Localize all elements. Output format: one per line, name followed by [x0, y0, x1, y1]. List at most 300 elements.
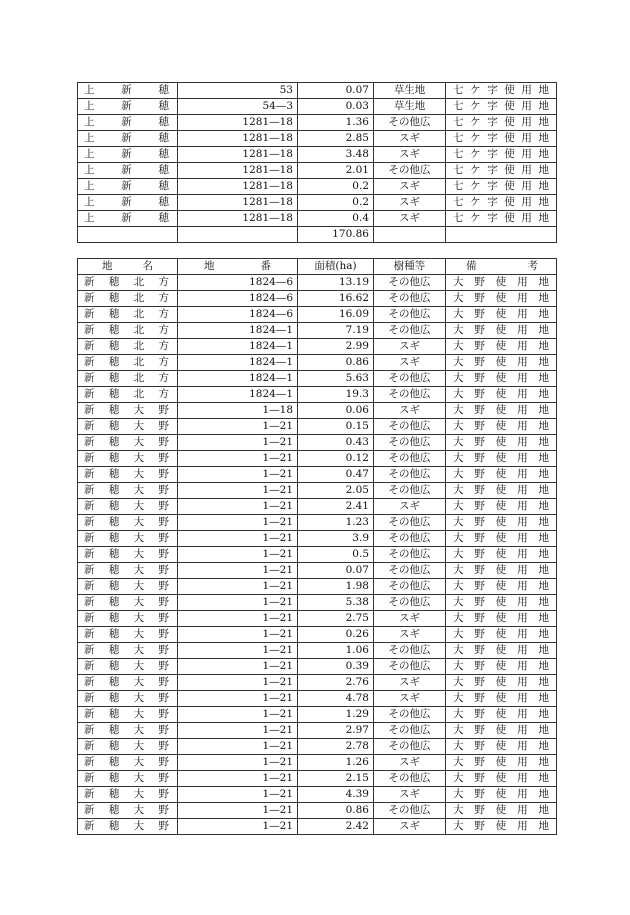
cell-species: 草生地: [374, 83, 446, 99]
table-row: [78, 99, 557, 115]
cell-place-text: 上 新 穂: [84, 116, 169, 128]
cell-place: [78, 115, 178, 131]
cell-note: [446, 307, 557, 323]
cell-place-text: 新 穂 北 方: [84, 372, 169, 384]
table-row: [78, 83, 557, 99]
cell-lot: 1—21: [178, 675, 298, 691]
cell-species: その他広: [374, 659, 446, 675]
cell-note-text: 大 野 使 用 地: [453, 340, 549, 352]
cell-note-text: 大 野 使 用 地: [453, 484, 549, 496]
header-species: 樹種等: [374, 259, 446, 275]
table-row: [78, 483, 557, 499]
cell-note: [446, 403, 557, 419]
cell-place: [78, 803, 178, 819]
forest-table: [77, 258, 557, 835]
cell-note-text: 大 野 使 用 地: [453, 612, 549, 624]
cell-species: その他広: [374, 515, 446, 531]
cell-area: 1.23: [298, 515, 374, 531]
cell-area: 0.43: [298, 435, 374, 451]
cell-place-text: 新 穂 北 方: [84, 340, 169, 352]
cell-place: [78, 723, 178, 739]
cell-area: 4.78: [298, 691, 374, 707]
cell-lot: 1—21: [178, 515, 298, 531]
cell-place: [78, 659, 178, 675]
cell-species: その他広: [374, 371, 446, 387]
total-empty-2: [178, 227, 298, 243]
cell-place: [78, 403, 178, 419]
cell-lot: 1281—18: [178, 131, 298, 147]
cell-note-text: 大 野 使 用 地: [453, 708, 549, 720]
cell-place: [78, 307, 178, 323]
table-row: [78, 499, 557, 515]
cell-area: 2.42: [298, 819, 374, 835]
cell-note-text: 大 野 使 用 地: [453, 740, 549, 752]
cell-note: [446, 467, 557, 483]
header-lot-text: 地 番: [204, 260, 271, 272]
table-row: [78, 563, 557, 579]
cell-note: [446, 643, 557, 659]
cell-place: [78, 739, 178, 755]
cell-lot: 1—21: [178, 723, 298, 739]
cell-area: 0.47: [298, 467, 374, 483]
cell-species: 草生地: [374, 99, 446, 115]
cell-note-text: 大 野 使 用 地: [453, 276, 549, 288]
cell-lot: 1—21: [178, 659, 298, 675]
cell-note-text: 大 野 使 用 地: [453, 500, 549, 512]
cell-area: 0.15: [298, 419, 374, 435]
cell-note: [446, 659, 557, 675]
cell-note: [446, 483, 557, 499]
cell-place-text: 新 穂 大 野: [84, 500, 169, 512]
cell-place: [78, 195, 178, 211]
cell-note: [446, 179, 557, 195]
cell-place: [78, 707, 178, 723]
cell-note: [446, 83, 557, 99]
cell-note: [446, 435, 557, 451]
cell-note-text: 大 野 使 用 地: [453, 388, 549, 400]
cell-lot: 1824—6: [178, 307, 298, 323]
cell-lot: 1281—18: [178, 163, 298, 179]
cell-species: その他広: [374, 307, 446, 323]
table-row: [78, 803, 557, 819]
cell-area: 1.06: [298, 643, 374, 659]
cell-note-text: 大 野 使 用 地: [453, 356, 549, 368]
cell-place: [78, 627, 178, 643]
cell-species: スギ: [374, 627, 446, 643]
cell-place: [78, 467, 178, 483]
cell-area: 0.07: [298, 83, 374, 99]
header-place: [78, 259, 178, 275]
cell-place-text: 新 穂 大 野: [84, 644, 169, 656]
cell-note-text: 大 野 使 用 地: [453, 468, 549, 480]
forest-table-header: [78, 259, 557, 275]
cell-place: [78, 547, 178, 563]
cell-place-text: 新 穂 大 野: [84, 804, 169, 816]
cell-note-text: 大 野 使 用 地: [453, 692, 549, 704]
cell-place-text: 新 穂 大 野: [84, 660, 169, 672]
cell-note-text: 大 野 使 用 地: [453, 420, 549, 432]
cell-area: 2.85: [298, 131, 374, 147]
cell-species: その他広: [374, 419, 446, 435]
cell-area: 5.38: [298, 595, 374, 611]
cell-note-text: 七 ケ 字 使 用 地: [453, 148, 549, 160]
cell-lot: 1281—18: [178, 147, 298, 163]
cell-note: [446, 387, 557, 403]
cell-species: スギ: [374, 131, 446, 147]
cell-place-text: 新 穂 大 野: [84, 548, 169, 560]
cell-place: [78, 83, 178, 99]
forest-table-body: [78, 275, 557, 835]
cell-note: [446, 115, 557, 131]
cell-lot: 1281—18: [178, 211, 298, 227]
cell-note: [446, 419, 557, 435]
cell-note: [446, 611, 557, 627]
cell-species: その他広: [374, 435, 446, 451]
total-row: [78, 227, 557, 243]
cell-place: [78, 99, 178, 115]
table-row: [78, 595, 557, 611]
table-row: [78, 419, 557, 435]
cell-species: スギ: [374, 787, 446, 803]
cell-place: [78, 339, 178, 355]
cell-area: 3.9: [298, 531, 374, 547]
cell-species: スギ: [374, 675, 446, 691]
cell-note-text: 大 野 使 用 地: [453, 548, 549, 560]
table-row: [78, 147, 557, 163]
cell-lot: 1824—1: [178, 339, 298, 355]
total-empty-3: [374, 227, 446, 243]
cell-place: [78, 819, 178, 835]
cell-area: 2.41: [298, 499, 374, 515]
cell-note: [446, 723, 557, 739]
cell-area: 0.2: [298, 179, 374, 195]
cell-species: スギ: [374, 211, 446, 227]
cell-place-text: 新 穂 北 方: [84, 388, 169, 400]
cell-species: スギ: [374, 195, 446, 211]
cell-species: スギ: [374, 499, 446, 515]
cell-species: その他広: [374, 803, 446, 819]
cell-area: 1.36: [298, 115, 374, 131]
cell-species: その他広: [374, 707, 446, 723]
cell-place-text: 新 穂 大 野: [84, 756, 169, 768]
cell-place: [78, 147, 178, 163]
header-place-text: 地 名: [102, 260, 153, 272]
cell-area: 1.26: [298, 755, 374, 771]
cell-species: その他広: [374, 739, 446, 755]
cell-place-text: 新 穂 大 野: [84, 404, 169, 416]
cell-lot: 1824—6: [178, 291, 298, 307]
cell-species: スギ: [374, 339, 446, 355]
cell-area: 2.01: [298, 163, 374, 179]
table-row: [78, 531, 557, 547]
cell-place-text: 上 新 穂: [84, 212, 169, 224]
cell-note-text: 大 野 使 用 地: [453, 628, 549, 640]
cell-lot: 1—21: [178, 499, 298, 515]
cell-species: その他広: [374, 579, 446, 595]
cell-lot: 1—21: [178, 707, 298, 723]
cell-note-text: 大 野 使 用 地: [453, 372, 549, 384]
cell-area: 0.07: [298, 563, 374, 579]
table-row: [78, 355, 557, 371]
table-row: [78, 291, 557, 307]
cell-note: [446, 819, 557, 835]
cell-place: [78, 611, 178, 627]
cell-note: [446, 547, 557, 563]
table-row: [78, 643, 557, 659]
cell-place-text: 上 新 穂: [84, 132, 169, 144]
cell-note-text: 大 野 使 用 地: [453, 324, 549, 336]
cell-place-text: 新 穂 大 野: [84, 628, 169, 640]
cell-note: [446, 803, 557, 819]
cell-note-text: 大 野 使 用 地: [453, 580, 549, 592]
cell-place-text: 上 新 穂: [84, 148, 169, 160]
cell-note-text: 大 野 使 用 地: [453, 308, 549, 320]
cell-area: 0.4: [298, 211, 374, 227]
cell-lot: 1—21: [178, 803, 298, 819]
cell-species: その他広: [374, 643, 446, 659]
cell-note-text: 七 ケ 字 使 用 地: [453, 212, 549, 224]
cell-note: [446, 771, 557, 787]
cell-note: [446, 515, 557, 531]
header-lot: [178, 259, 298, 275]
cell-area: 16.62: [298, 291, 374, 307]
cell-area: 0.86: [298, 803, 374, 819]
cell-note-text: 大 野 使 用 地: [453, 436, 549, 448]
cell-note: [446, 691, 557, 707]
table-row: [78, 787, 557, 803]
cell-lot: 54—3: [178, 99, 298, 115]
cell-note: [446, 787, 557, 803]
cell-lot: 1824—1: [178, 387, 298, 403]
cell-area: 0.26: [298, 627, 374, 643]
table-row: [78, 131, 557, 147]
table-row: [78, 611, 557, 627]
cell-note-text: 大 野 使 用 地: [453, 756, 549, 768]
cell-lot: 1—21: [178, 531, 298, 547]
cell-note: [446, 707, 557, 723]
cell-area: 0.39: [298, 659, 374, 675]
cell-lot: 1—21: [178, 595, 298, 611]
cell-species: その他広: [374, 531, 446, 547]
cell-lot: 1824—6: [178, 275, 298, 291]
cell-lot: 1—21: [178, 691, 298, 707]
cell-lot: 1—21: [178, 819, 298, 835]
header-row: [78, 259, 557, 275]
cell-note-text: 七 ケ 字 使 用 地: [453, 132, 549, 144]
table-row: [78, 723, 557, 739]
cell-area: 0.5: [298, 547, 374, 563]
cell-area: 2.75: [298, 611, 374, 627]
cell-place-text: 新 穂 北 方: [84, 308, 169, 320]
table-row: [78, 275, 557, 291]
cell-lot: 1281—18: [178, 195, 298, 211]
cell-place-text: 上 新 穂: [84, 84, 169, 96]
cell-place-text: 新 穂 大 野: [84, 724, 169, 736]
cell-lot: 1—21: [178, 787, 298, 803]
cell-place-text: 新 穂 北 方: [84, 356, 169, 368]
table-row: [78, 323, 557, 339]
cell-note: [446, 339, 557, 355]
cell-area: 16.09: [298, 307, 374, 323]
cell-species: スギ: [374, 147, 446, 163]
cell-species: スギ: [374, 179, 446, 195]
cell-area: 2.15: [298, 771, 374, 787]
cell-note: [446, 675, 557, 691]
cell-lot: 1824—1: [178, 355, 298, 371]
cell-place: [78, 131, 178, 147]
cell-note: [446, 371, 557, 387]
cell-note: [446, 739, 557, 755]
cell-lot: 1—21: [178, 451, 298, 467]
total-area: 170.86: [298, 227, 374, 243]
cell-lot: 1824—1: [178, 371, 298, 387]
cell-note: [446, 163, 557, 179]
cell-lot: 1—21: [178, 611, 298, 627]
cell-place-text: 新 穂 大 野: [84, 420, 169, 432]
cell-place-text: 新 穂 大 野: [84, 580, 169, 592]
cell-lot: 1—21: [178, 739, 298, 755]
cell-note-text: 七 ケ 字 使 用 地: [453, 164, 549, 176]
cell-note-text: 七 ケ 字 使 用 地: [453, 84, 549, 96]
cell-note-text: 大 野 使 用 地: [453, 596, 549, 608]
table-row: [78, 771, 557, 787]
cell-area: 3.48: [298, 147, 374, 163]
cell-place-text: 新 穂 大 野: [84, 708, 169, 720]
cell-area: 0.86: [298, 355, 374, 371]
table-row: [78, 515, 557, 531]
cell-species: その他広: [374, 723, 446, 739]
table-row: [78, 547, 557, 563]
cell-area: 0.2: [298, 195, 374, 211]
cell-species: その他広: [374, 115, 446, 131]
cell-place: [78, 515, 178, 531]
cell-area: 4.39: [298, 787, 374, 803]
cell-note: [446, 275, 557, 291]
cell-place-text: 新 穂 大 野: [84, 692, 169, 704]
cell-lot: 1—21: [178, 435, 298, 451]
cell-lot: 1824—1: [178, 323, 298, 339]
cell-note-text: 大 野 使 用 地: [453, 452, 549, 464]
cell-place-text: 新 穂 北 方: [84, 276, 169, 288]
cell-note-text: 大 野 使 用 地: [453, 532, 549, 544]
cell-place: [78, 483, 178, 499]
cell-note: [446, 99, 557, 115]
cell-lot: 1—21: [178, 755, 298, 771]
cell-note: [446, 195, 557, 211]
cell-area: 0.03: [298, 99, 374, 115]
cell-note-text: 大 野 使 用 地: [453, 404, 549, 416]
cell-lot: 1—21: [178, 419, 298, 435]
table-row: [78, 115, 557, 131]
cell-place: [78, 691, 178, 707]
total-empty-1: [78, 227, 178, 243]
cell-place-text: 新 穂 大 野: [84, 532, 169, 544]
cell-note: [446, 531, 557, 547]
cell-lot: 1—21: [178, 579, 298, 595]
cell-place: [78, 643, 178, 659]
cell-place-text: 新 穂 大 野: [84, 596, 169, 608]
cell-lot: 1—21: [178, 771, 298, 787]
cell-area: 2.76: [298, 675, 374, 691]
table-row: [78, 707, 557, 723]
cell-place: [78, 211, 178, 227]
cell-note: [446, 131, 557, 147]
cell-place-text: 新 穂 大 野: [84, 772, 169, 784]
cell-place: [78, 563, 178, 579]
cell-species: その他広: [374, 323, 446, 339]
cell-note: [446, 211, 557, 227]
forest-table-continued: [77, 82, 557, 243]
cell-place-text: 新 穂 大 野: [84, 612, 169, 624]
cell-species: その他広: [374, 387, 446, 403]
cell-place: [78, 675, 178, 691]
cell-lot: 1—21: [178, 467, 298, 483]
cell-species: その他広: [374, 275, 446, 291]
cell-place-text: 新 穂 北 方: [84, 292, 169, 304]
cell-place: [78, 275, 178, 291]
cell-species: スギ: [374, 819, 446, 835]
cell-place: [78, 163, 178, 179]
cell-note-text: 大 野 使 用 地: [453, 516, 549, 528]
cell-lot: 1—21: [178, 627, 298, 643]
table-row: [78, 179, 557, 195]
cell-species: その他広: [374, 291, 446, 307]
table-row: [78, 195, 557, 211]
cell-place: [78, 419, 178, 435]
cell-place-text: 新 穂 大 野: [84, 468, 169, 480]
cell-note: [446, 499, 557, 515]
cell-note: [446, 323, 557, 339]
table-row: [78, 627, 557, 643]
cell-species: その他広: [374, 563, 446, 579]
cell-lot: 1281—18: [178, 179, 298, 195]
table-row: [78, 467, 557, 483]
cell-place-text: 新 穂 大 野: [84, 740, 169, 752]
cell-note-text: 大 野 使 用 地: [453, 660, 549, 672]
cell-place: [78, 451, 178, 467]
table-row: [78, 387, 557, 403]
cell-note-text: 七 ケ 字 使 用 地: [453, 116, 549, 128]
cell-species: その他広: [374, 483, 446, 499]
cell-place-text: 新 穂 北 方: [84, 324, 169, 336]
table-row: [78, 307, 557, 323]
cell-note: [446, 595, 557, 611]
table-row: [78, 435, 557, 451]
cell-place-text: 新 穂 大 野: [84, 484, 169, 496]
header-area: 面積(ha): [298, 259, 374, 275]
cell-lot: 1—21: [178, 643, 298, 659]
cell-place: [78, 355, 178, 371]
cell-note: [446, 355, 557, 371]
cell-place: [78, 371, 178, 387]
cell-place: [78, 787, 178, 803]
cell-note: [446, 451, 557, 467]
cell-place: [78, 579, 178, 595]
table-row: [78, 451, 557, 467]
cell-place-text: 新 穂 大 野: [84, 564, 169, 576]
table-row: [78, 819, 557, 835]
cell-place-text: 上 新 穂: [84, 164, 169, 176]
cell-species: その他広: [374, 547, 446, 563]
table-row: [78, 755, 557, 771]
cell-lot: 1—21: [178, 547, 298, 563]
cell-place: [78, 771, 178, 787]
cell-place: [78, 291, 178, 307]
cell-area: 0.12: [298, 451, 374, 467]
table-row: [78, 691, 557, 707]
cell-note: [446, 291, 557, 307]
cell-place: [78, 179, 178, 195]
